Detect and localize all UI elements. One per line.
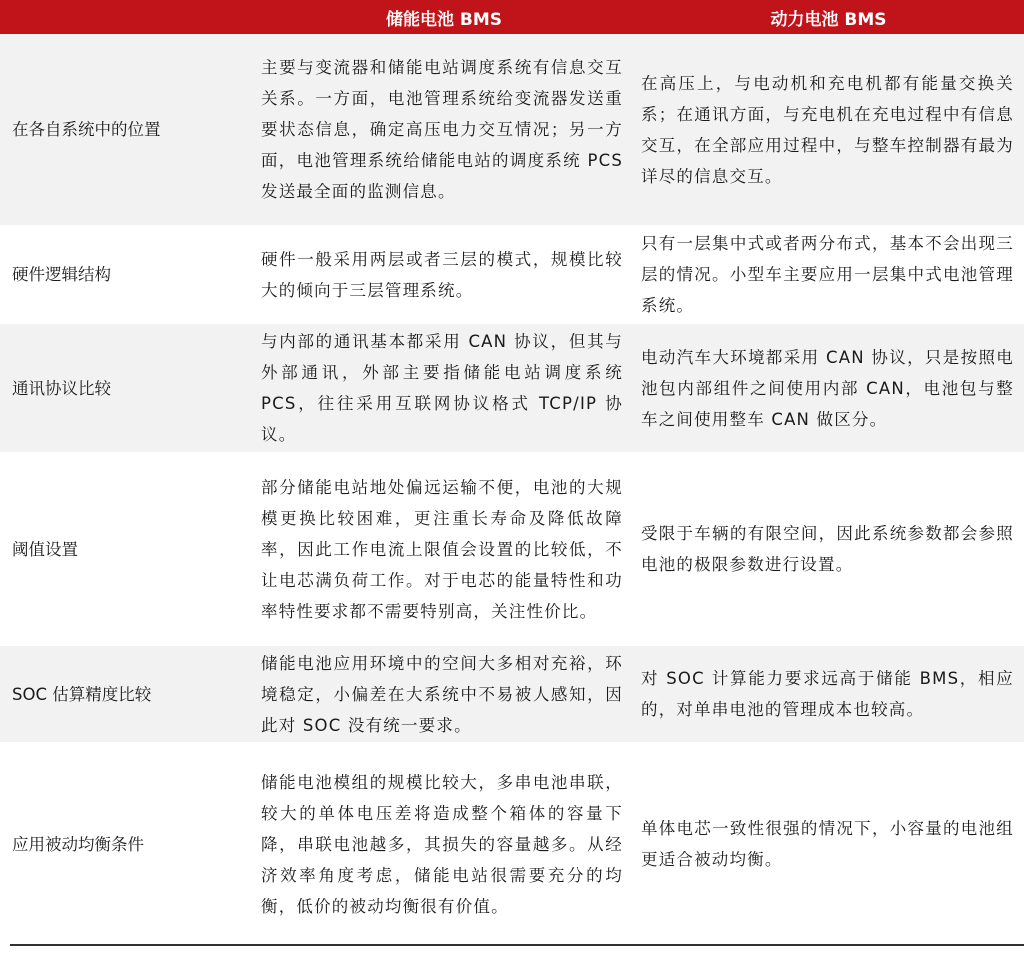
row-label: SOC 估算精度比较 xyxy=(12,684,152,704)
storage-bms-cell: 硬件一般采用两层或者三层的模式，规模比较大的倾向于三层管理系统。 xyxy=(261,249,623,300)
power-bms-cell: 在高压上，与电动机和充电机都有能量交换关系；在通讯方面，与充电机在充电过程中有信息交互，在全部应用过程中，与整车控制器有最为详尽的信息交互。 xyxy=(641,73,1014,186)
power-bms-cell: 单体电芯一致性很强的情况下，小容量的电池组更适合被动均衡。 xyxy=(641,819,1014,869)
row-label: 通讯协议比较 xyxy=(12,378,111,398)
row-label: 在各自系统中的位置 xyxy=(12,120,161,139)
power-bms-cell: 受限于车辆的有限空间，因此系统参数都会参照电池的极限参数进行设置。 xyxy=(641,524,1014,574)
table-row-soc xyxy=(0,646,1024,743)
header-power-bms: 动力电池 BMS xyxy=(770,9,887,30)
table-row-balancing xyxy=(0,743,1024,946)
table-row-hardware xyxy=(0,226,1024,324)
table-bottom-rule xyxy=(10,944,1024,946)
storage-bms-cell: 部分储能电站地处偏远运输不便，电池的大规模更换比较困难，更注重长寿命及降低故障率，因此工作电流上限值会设置的比较低，不让电芯满负荷工作。对于电芯的能量特性和功率特性要求都不需要特别高，关注性价比。 xyxy=(261,477,623,621)
row-label: 应用被动均衡条件 xyxy=(12,834,144,854)
row-label: 阈值设置 xyxy=(12,539,78,559)
storage-bms-cell: 储能电池模组的规模比较大，多串电池串联，较大的单体电压差将造成整个箱体的容量下降，串联电池越多，其损失的容量越多。从经济效率角度考虑，储能电站很需要充分的均衡，低价的被动均衡很有价值。 xyxy=(261,772,623,916)
storage-bms-cell: 主要与变流器和储能电站调度系统有信息交互关系。一方面，电池管理系统给变流器发送重要状态信息，确定高压电力交互情况；另一方面，电池管理系统给储能电站的调度系统 PCS 发送最全面的监测信息。 xyxy=(261,58,623,201)
power-bms-cell: 电动汽车大环境都采用 CAN 协议，只是按照电池包内部组件之间使用内部 CAN，电池包与整车之间使用整车 CAN 做区分。 xyxy=(641,347,1014,429)
storage-bms-cell: 储能电池应用环境中的空间大多相对充裕，环境稳定，小偏差在大系统中不易被人感知，因此对 SOC 没有统一要求。 xyxy=(261,653,623,735)
power-bms-cell: 对 SOC 计算能力要求远高于储能 BMS，相应的，对单串电池的管理成本也较高。 xyxy=(641,669,1014,719)
power-bms-cell: 只有一层集中式或者两分布式，基本不会出现三层的情况。小型车主要应用一层集中式电池管理系统。 xyxy=(641,234,1014,315)
row-label: 硬件逻辑结构 xyxy=(12,265,111,284)
table-row-threshold xyxy=(0,453,1024,646)
storage-bms-cell: 与内部的通讯基本都采用 CAN 协议，但其与外部通讯，外部主要指储能电站调度系统 PCS，往往采用互联网协议格式 TCP/IP 协议。 xyxy=(261,332,623,444)
table-header xyxy=(0,0,1024,34)
table-row-protocol xyxy=(0,324,1024,453)
table-row-position xyxy=(0,34,1024,226)
header-storage-bms: 储能电池 BMS xyxy=(385,9,503,30)
